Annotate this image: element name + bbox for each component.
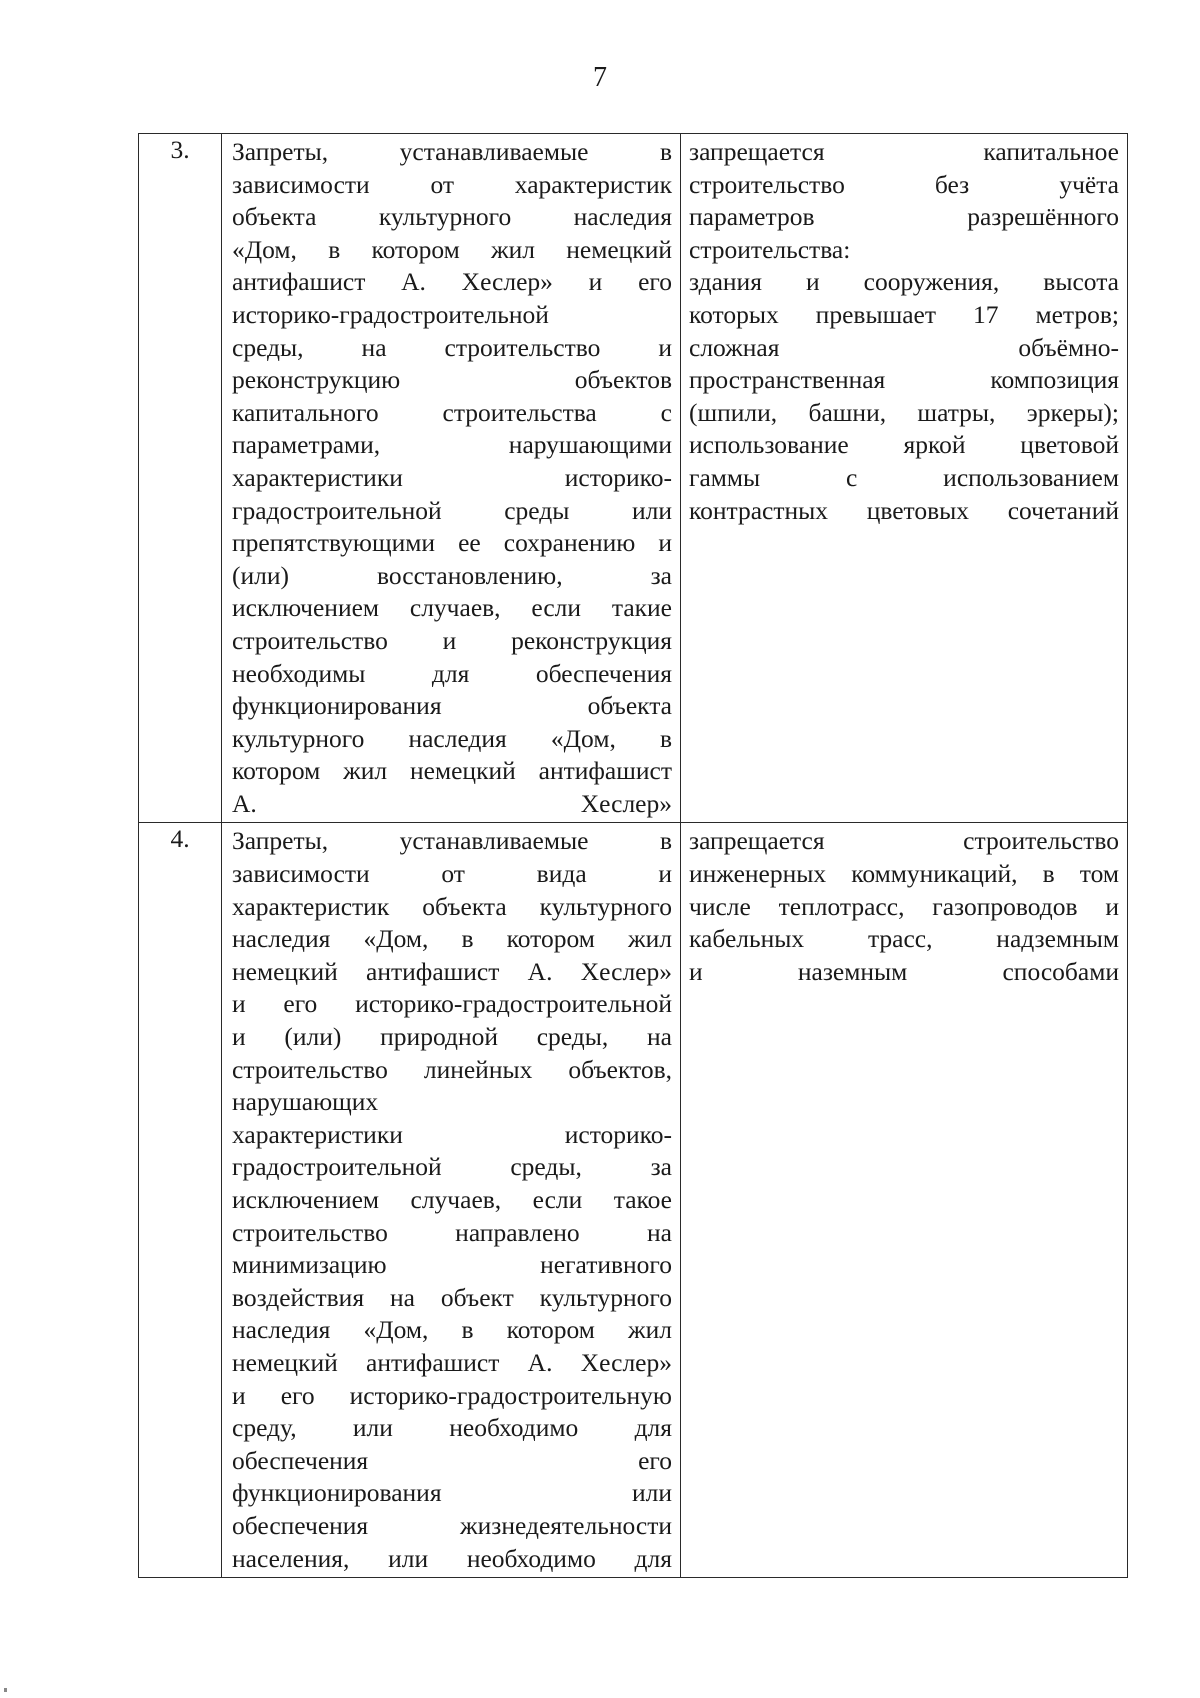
text-line: строительство линейных объектов, — [232, 1054, 672, 1084]
text-line: нарушающих — [232, 1087, 379, 1117]
row-description — [222, 134, 681, 823]
text-line: числе теплотрасс, газопроводов и — [689, 891, 1119, 921]
text-line: и его историко-градостроительной — [232, 989, 672, 1019]
text-line: и его историко-градостроительную — [232, 1380, 672, 1410]
page-number: 7 — [593, 62, 607, 93]
row-restriction — [681, 823, 1128, 1578]
text-line: культурного наследия «Дом, в — [232, 723, 672, 753]
text-line: (или) восстановлению, за — [232, 560, 672, 590]
text-line: исключением случаев, если такое — [232, 1185, 672, 1214]
text-line: минимизацию негативного — [232, 1250, 672, 1280]
text-line: Запреты, устанавливаемые в — [232, 137, 672, 166]
text-line: антифашист А. Хеслер» и его — [232, 267, 672, 297]
row-restriction — [681, 134, 1128, 823]
text-line: характеристик объекта культурного — [232, 891, 672, 921]
text-line: контрастных цветовых сочетаний — [689, 495, 1119, 525]
text-line: строительство и реконструкция — [232, 625, 672, 655]
table-row — [139, 134, 1128, 823]
row-number: 3. — [139, 134, 222, 823]
text-line: немецкий антифашист А. Хеслер» — [232, 956, 672, 986]
text-line: населения, или необходимо для — [232, 1543, 672, 1573]
text-line: «Дом, в котором жил немецкий — [232, 234, 672, 264]
text-line: исключением случаев, если такие — [232, 593, 672, 623]
text-line: обеспечения жизнедеятельности — [232, 1510, 672, 1540]
table-row — [139, 823, 1128, 1578]
row-number: 4. — [139, 823, 222, 1578]
text-line: запрещается строительство — [689, 826, 1119, 856]
text-line: гаммы с использованием — [689, 462, 1119, 492]
text-line: строительства: — [689, 234, 851, 264]
text-line: использование яркой цветовой — [689, 430, 1119, 460]
text-line: среду, или необходимо для — [232, 1413, 672, 1443]
text-line: градостроительной среды или — [232, 495, 672, 525]
text-line: (шпили, башни, шатры, эркеры); — [689, 397, 1119, 427]
text-line: кабельных трасс, надземным — [689, 924, 1119, 954]
text-line: историко-градостроительной — [232, 299, 549, 329]
text-line: пространственная композиция — [689, 365, 1119, 395]
text-line: А. Хеслер» — [232, 788, 672, 818]
text-line: параметров разрешённого — [689, 202, 1119, 232]
text-line: зависимости от характеристик — [232, 169, 672, 199]
text-line: здания и сооружения, высота — [689, 267, 1119, 297]
restrictions-table — [138, 133, 1128, 1578]
text-line: строительство направлено на — [232, 1217, 672, 1247]
text-line: которых превышает 17 метров; — [689, 299, 1119, 329]
text-line: объекта культурного наследия — [232, 202, 672, 232]
text-line: градостроительной среды, за — [232, 1152, 672, 1182]
text-line: характеристики историко- — [232, 462, 672, 492]
text-line: наследия «Дом, в котором жил — [232, 924, 672, 954]
text-line: и (или) природной среды, на — [232, 1022, 672, 1052]
text-line: капитального строительства с — [232, 397, 672, 427]
text-line: немецкий антифашист А. Хеслер» — [232, 1347, 672, 1377]
text-line: воздействия на объект культурного — [232, 1282, 672, 1312]
scan-artifact — [4, 1688, 7, 1692]
text-line: наследия «Дом, в котором жил — [232, 1315, 672, 1345]
text-line: необходимы для обеспечения — [232, 658, 672, 688]
text-line: и наземным способами — [689, 956, 1119, 986]
text-line: строительство без учёта — [689, 169, 1119, 199]
text-line: характеристики историко- — [232, 1119, 672, 1149]
row-description — [222, 823, 681, 1578]
text-line: обеспечения его — [232, 1445, 672, 1475]
text-line: Запреты, устанавливаемые в — [232, 826, 672, 856]
text-line: инженерных коммуникаций, в том — [689, 859, 1119, 889]
text-line: параметрами, нарушающими — [232, 430, 672, 460]
text-line: реконструкцию объектов — [232, 365, 672, 395]
text-line: сложная объёмно- — [689, 332, 1119, 362]
text-line: зависимости от вида и — [232, 859, 672, 889]
text-line: функционирования или — [232, 1478, 672, 1508]
text-line: среды, на строительство и — [232, 332, 672, 362]
text-line: запрещается капитальное — [689, 137, 1119, 166]
text-line: функционирования объекта — [232, 691, 672, 721]
text-line: котором жил немецкий антифашист — [232, 756, 672, 786]
text-line: препятствующими ее сохранению и — [232, 528, 672, 558]
